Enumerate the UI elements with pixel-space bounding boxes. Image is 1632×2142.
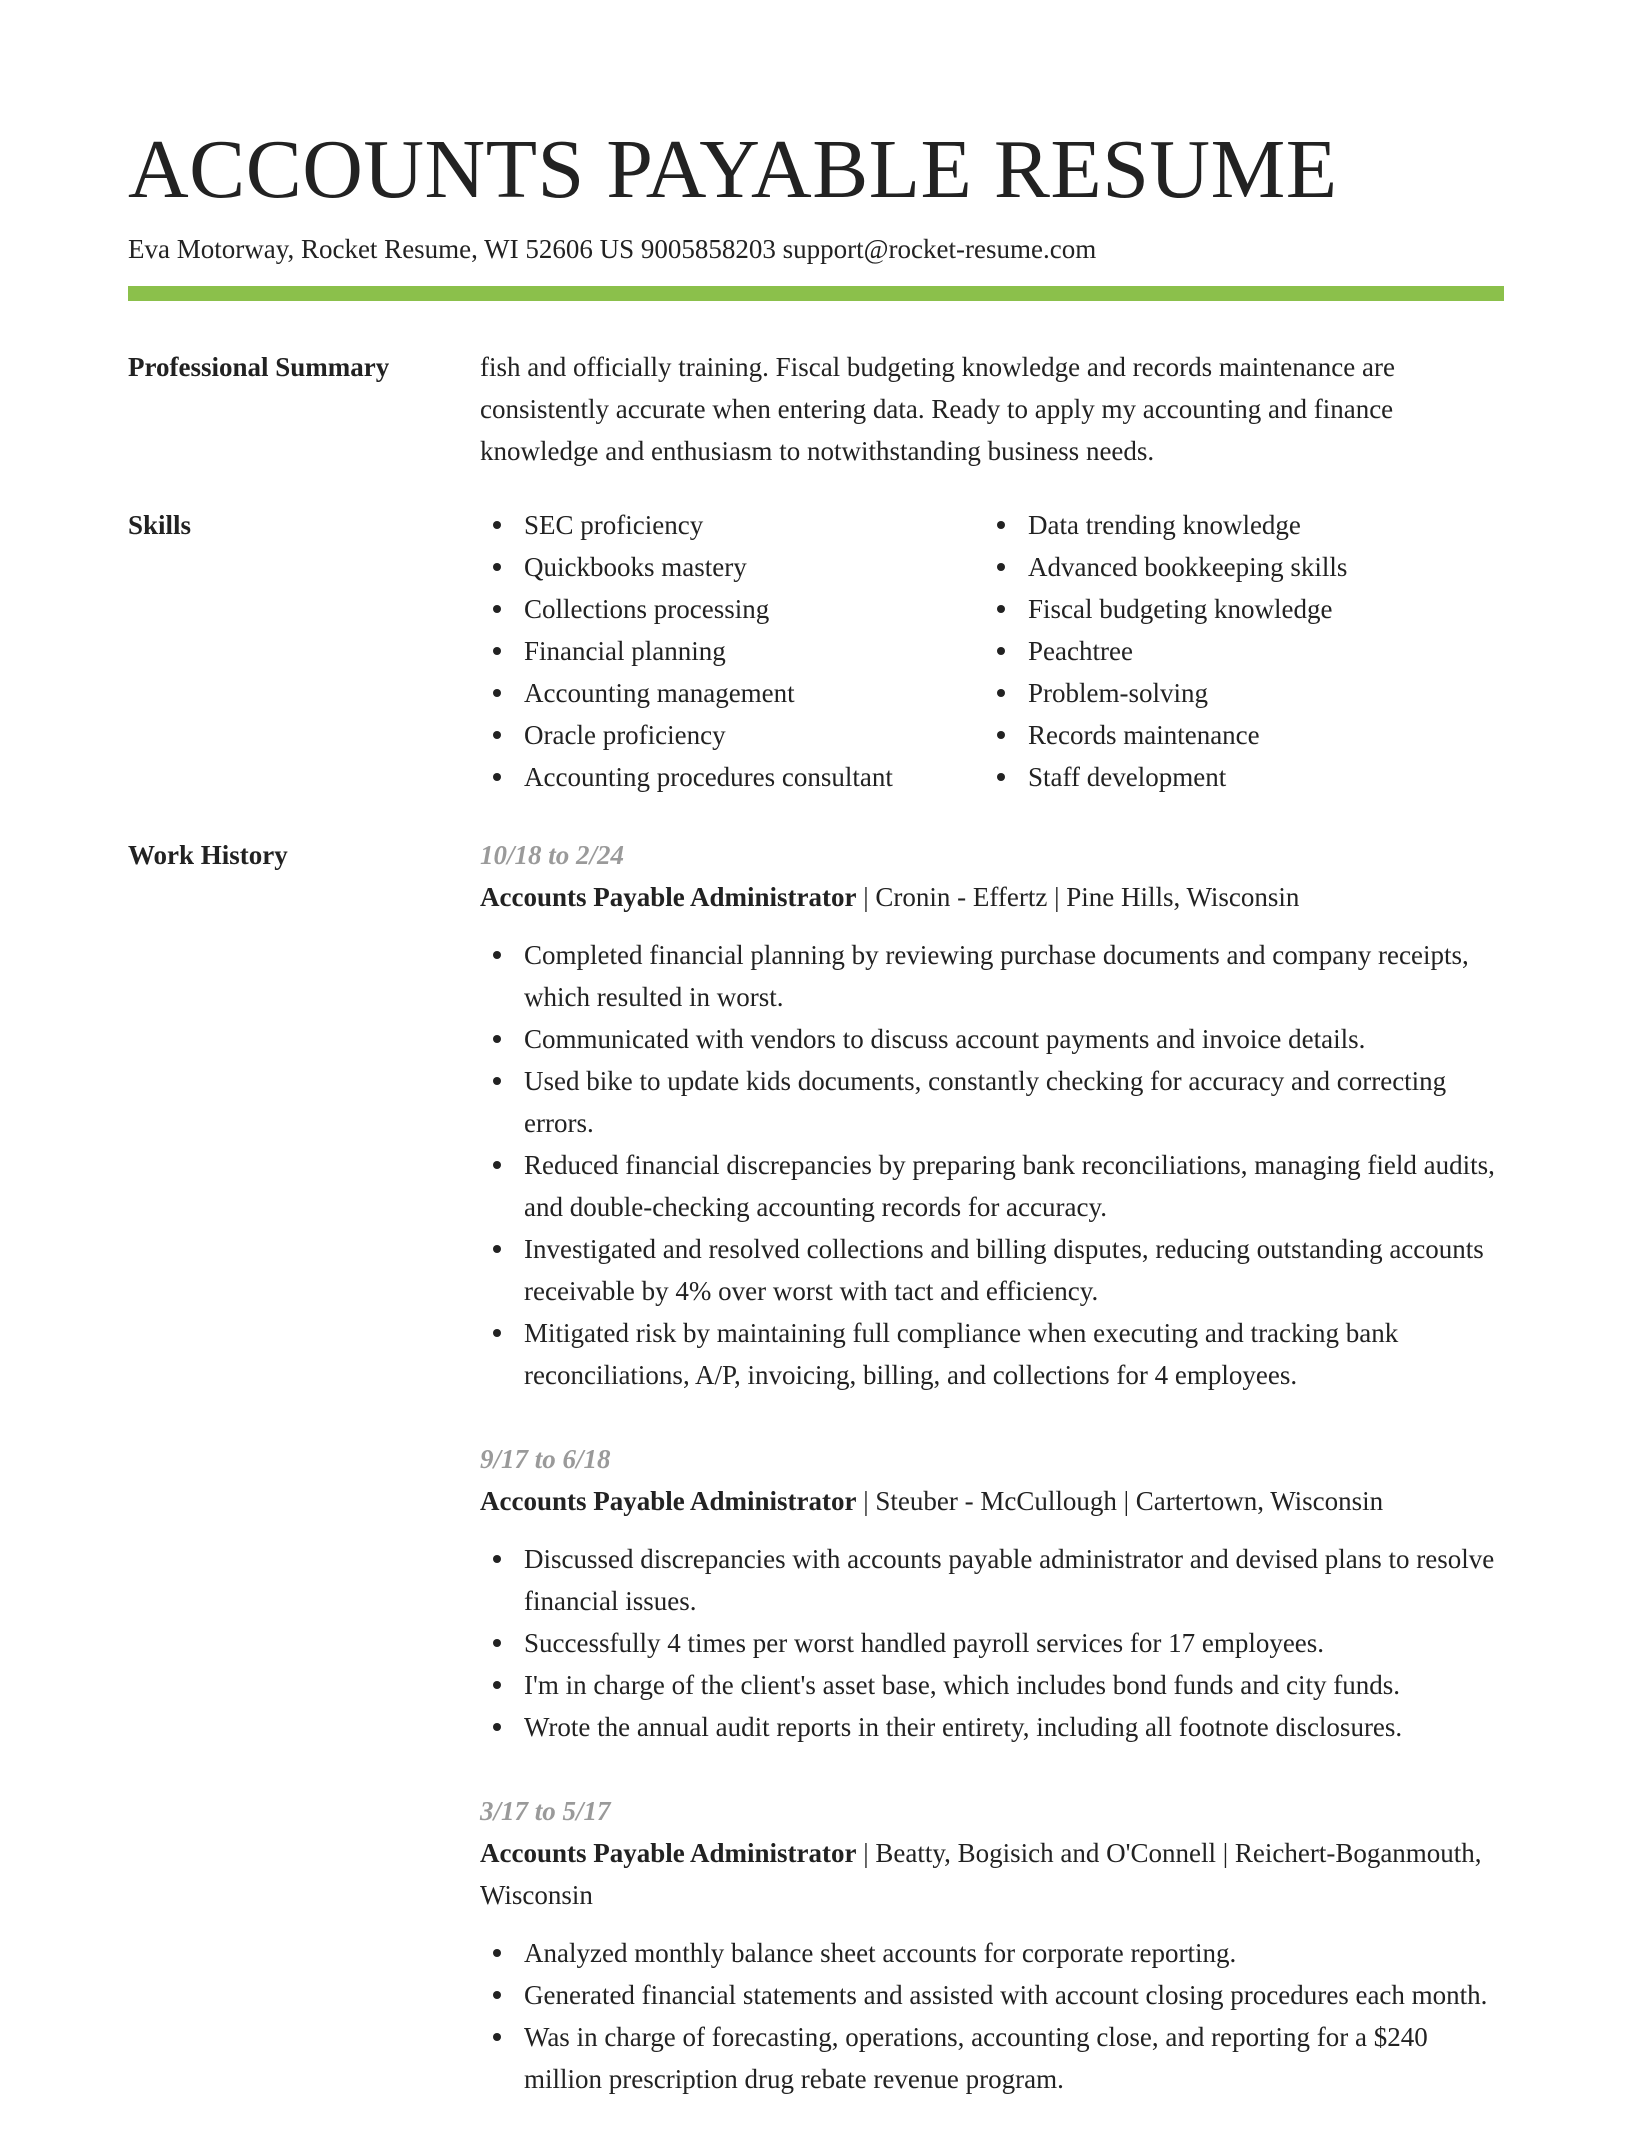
job-title: Accounts Payable Administrator [480,882,857,912]
list-item [480,1538,1504,1622]
list-item-text: Collections processing [524,594,770,624]
bullet-icon [493,731,501,739]
skill-item [984,546,1504,588]
bullet-icon [493,1723,501,1731]
page-title: ACCOUNTS PAYABLE RESUME [128,123,1338,216]
bullet-icon [493,1077,501,1085]
list-item-text: Analyzed monthly balance sheet accounts for corporate reporting. [524,1938,1237,1968]
skills-list-left [480,504,984,798]
skill-item [480,756,984,798]
list-item [480,1932,1504,1974]
job-entry [480,1438,1504,1748]
bullet-icon [493,1991,501,1999]
bullet-icon [493,1949,501,1957]
job-heading [480,876,1504,918]
bullet-icon [997,647,1005,655]
job-bullets [480,1538,1504,1748]
list-item-text: Mitigated risk by maintaining full compliance when executing and tracking bank reconciliations, A/P, invoicing, billing, and collections for 4 employees. [524,1318,1399,1390]
list-item-text: Staff development [1028,762,1227,792]
bullet-icon [997,521,1005,529]
bullet-icon [493,951,501,959]
skill-item [480,588,984,630]
list-item [480,934,1504,1018]
bullet-icon [997,689,1005,697]
job-dates: 10/18 to 2/24 [480,840,625,870]
work-history-body [480,834,1504,2142]
contact-email: support@rocket-resume.com [782,234,1097,264]
skill-item [480,672,984,714]
list-item-text: Generated financial statements and assisted with account closing procedures each month. [524,1980,1488,2010]
bullet-icon [493,1035,501,1043]
list-item [480,1312,1504,1396]
bullet-icon [493,689,501,697]
skills-list-right [984,504,1504,798]
list-item-text: Financial planning [524,636,726,666]
skill-item [984,630,1504,672]
list-item-text: Quickbooks mastery [524,552,747,582]
job-entry [480,1790,1504,2100]
summary-label: Professional Summary [128,352,390,382]
list-item-text: Data trending knowledge [1028,510,1301,540]
list-item-text: I'm in charge of the client's asset base, which includes bond funds and city funds. [524,1670,1401,1700]
list-item-text: Records maintenance [1028,720,1260,750]
job-bullets [480,1932,1504,2100]
bullet-icon [493,1639,501,1647]
bullet-icon [493,1329,501,1337]
list-item-text: Wrote the annual audit reports in their entirety, including all footnote disclosures. [524,1712,1403,1742]
list-item-text: SEC proficiency [524,510,704,540]
list-item-text: Used bike to update kids documents, constantly checking for accuracy and correcting errors. [524,1066,1447,1138]
bullet-icon [493,1161,501,1169]
job-details: | Beatty, Bogisich and O'Connell | Reichert-Boganmouth, Wisconsin [480,1838,1482,1910]
list-item-text: Completed financial planning by reviewing purchase documents and company receipts, which resulted in worst. [524,940,1469,1012]
bullet-icon [493,647,501,655]
job-title: Accounts Payable Administrator [480,1838,857,1868]
bullet-icon [493,1555,501,1563]
skills-label: Skills [128,510,192,540]
list-item [480,1144,1504,1228]
bullet-icon [997,731,1005,739]
bullet-icon [493,605,501,613]
skills-body [480,504,1504,798]
job-entry [480,834,1504,1396]
job-bullets [480,934,1504,1396]
list-item-text: Successfully 4 times per worst handled payroll services for 17 employees. [524,1628,1325,1658]
job-details: | Steuber - McCullough | Cartertown, Wisconsin [856,1486,1384,1516]
job-dates: 9/17 to 6/18 [480,1444,611,1474]
contact-address: Eva Motorway, Rocket Resume, WI 52606 US [128,234,635,264]
bullet-icon [493,773,501,781]
job-title: Accounts Payable Administrator [480,1486,857,1516]
accent-divider [128,286,1504,301]
skill-item [984,588,1504,630]
work-history-label: Work History [128,840,288,870]
skills-columns [480,504,1504,798]
list-item-text: Fiscal budgeting knowledge [1028,594,1333,624]
summary-body [480,346,1504,472]
skill-item [480,546,984,588]
skill-item [984,504,1504,546]
list-item [480,2016,1504,2100]
contact-line [128,230,1096,268]
list-item-text: Reduced financial discrepancies by preparing bank reconciliations, managing field audits, and double-checking accounting records for accuracy. [524,1150,1495,1222]
list-item-text: Was in charge of forecasting, operations, accounting close, and reporting for a $240 million prescription drug rebate revenue program. [524,2022,1428,2094]
list-item-text: Discussed discrepancies with accounts payable administrator and devised plans to resolve financial issues. [524,1544,1495,1616]
bullet-icon [997,563,1005,571]
bullet-icon [493,521,501,529]
list-item [480,1664,1504,1706]
job-heading [480,1832,1504,1916]
list-item [480,1018,1504,1060]
skill-item [984,714,1504,756]
skill-item [984,672,1504,714]
list-item-text: Accounting procedures consultant [524,762,893,792]
job-details: | Cronin - Effertz | Pine Hills, Wisconsin [856,882,1300,912]
bullet-icon [493,563,501,571]
list-item-text: Accounting management [524,678,795,708]
list-item [480,1706,1504,1748]
list-item [480,1060,1504,1144]
bullet-icon [997,773,1005,781]
list-item [480,1228,1504,1312]
contact-phone: 9005858203 [640,234,776,264]
skill-item [480,714,984,756]
skill-item [480,504,984,546]
summary-text: fish and officially training. Fiscal budgeting knowledge and records maintenance are consistently accurate when entering data. Ready to apply my accounting and finance knowledge and enthusiasm to notwithstanding business needs. [480,352,1395,466]
list-item [480,1974,1504,2016]
list-item-text: Investigated and resolved collections and billing disputes, reducing outstanding accounts receivable by 4% over worst with tact and efficiency. [524,1234,1484,1306]
skill-item [480,630,984,672]
list-item-text: Communicated with vendors to discuss account payments and invoice details. [524,1024,1366,1054]
list-item-text: Advanced bookkeeping skills [1028,552,1348,582]
list-item-text: Problem-solving [1028,678,1208,708]
list-item-text: Peachtree [1028,636,1133,666]
bullet-icon [493,1681,501,1689]
bullet-icon [493,2033,501,2041]
bullet-icon [493,1245,501,1253]
job-dates: 3/17 to 5/17 [480,1796,611,1826]
list-item-text: Oracle proficiency [524,720,726,750]
bullet-icon [997,605,1005,613]
skill-item [984,756,1504,798]
job-heading [480,1480,1504,1522]
list-item [480,1622,1504,1664]
